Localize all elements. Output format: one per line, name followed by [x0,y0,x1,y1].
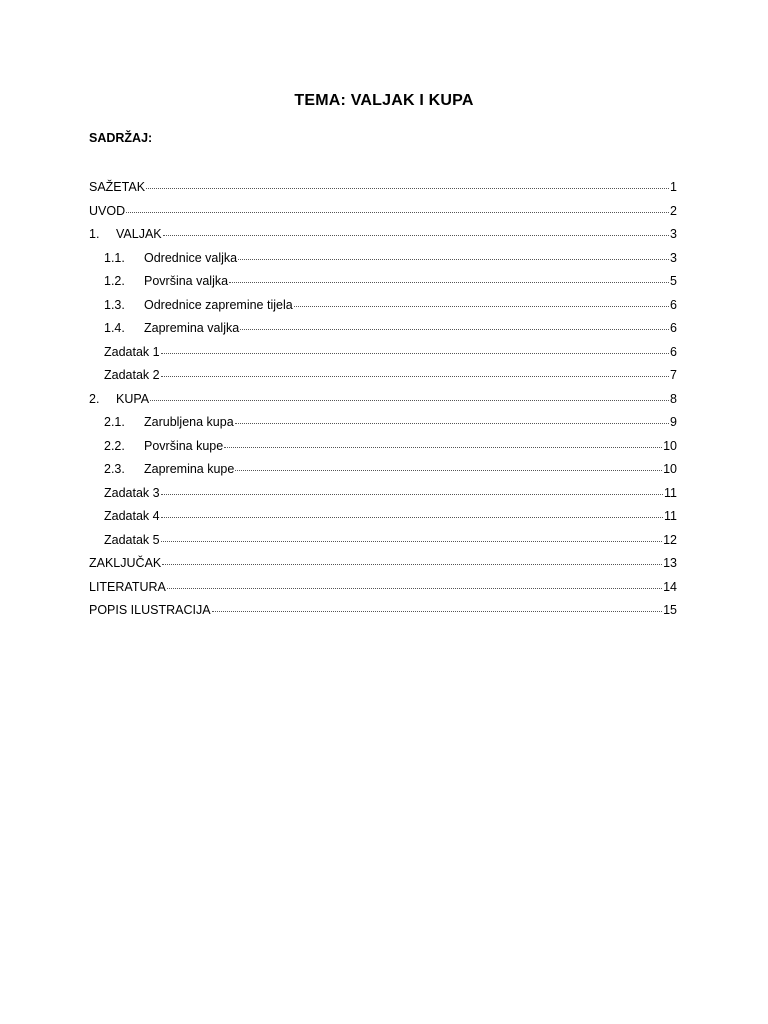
toc-entry[interactable] [89,345,677,369]
toc-entry[interactable] [89,368,677,392]
toc-entry-page: 9 [670,415,677,429]
toc-entry-label: UVOD [89,203,126,218]
dot-leader [235,470,662,471]
toc-entry[interactable] [89,580,677,604]
toc-entry-label: Zadatak 4 [104,509,160,523]
toc-entry[interactable] [89,274,677,298]
toc-entry-label: POPIS ILUSTRACIJA [89,603,211,617]
toc-entry[interactable] [89,533,677,557]
toc-entry-number: 2.1. [104,415,125,429]
toc-entry[interactable] [89,392,677,416]
toc-entry-page: 7 [670,368,677,382]
dot-leader [161,353,669,354]
toc-entry-label: Zadatak 3 [104,485,160,500]
dot-leader [294,306,669,307]
toc-entry[interactable] [89,251,677,275]
toc-entry-label: VALJAK [116,227,162,241]
toc-entry-label: Zadatak 5 [104,532,160,547]
toc-entry-number: 2.2. [104,438,125,453]
toc-entry-label: Odrednice valjka [144,250,238,265]
toc-entry-page: 6 [670,321,677,335]
toc-entry-page: 12 [663,532,677,547]
toc-entry-page: 15 [663,603,677,617]
toc-entry-number: 2.3. [104,462,125,476]
toc-entry-page: 11 [664,485,677,500]
toc-entry[interactable] [89,439,677,463]
toc-entry-page: 10 [663,462,677,476]
dot-leader [146,188,669,189]
toc-entry[interactable] [89,298,677,322]
toc-entry-page: 13 [663,556,677,570]
toc-entry[interactable] [89,603,677,627]
document-title: TEMA: VALJAK I KUPA [294,92,474,109]
toc-entry-label: Zadatak 2 [104,368,160,382]
dot-leader [240,329,669,330]
toc-entry-page: 10 [663,438,677,453]
dot-leader [162,564,662,565]
toc-entry-number: 1.4. [104,321,125,335]
toc-entry[interactable] [89,204,677,228]
toc-entry-label: LITERATURA [89,579,166,594]
toc-entry-page: 6 [670,344,677,359]
toc-entry-label: SAŽETAK [89,180,146,194]
dot-leader [238,259,669,260]
toc-entry-label: Površina kupe [144,438,224,453]
toc-entry-label: Površina valjka [144,274,229,288]
toc-entry-page: 14 [663,579,677,594]
toc-entry-number: 1.1. [104,250,125,265]
dot-leader [229,282,669,283]
dot-leader [126,212,669,213]
toc-entry-label: Zapremina valjka [144,321,240,335]
toc-entry-page: 5 [670,274,677,288]
toc-heading: SADRŽAJ: [89,131,153,145]
table-of-contents [89,180,677,627]
dot-leader [161,494,663,495]
toc-entry-page: 6 [670,297,677,312]
dot-leader [235,423,669,424]
dot-leader [150,400,669,401]
dot-leader [167,588,662,589]
toc-entry-number: 1.3. [104,297,125,312]
toc-entry-page: 11 [664,509,677,523]
toc-entry-label: Zadatak 1 [104,344,160,359]
toc-entry[interactable] [89,180,677,204]
toc-entry[interactable] [89,462,677,486]
toc-entry-number: 1. [89,227,100,241]
toc-entry-number: 1.2. [104,274,125,288]
toc-entry-label: Odrednice zapremine tijela [144,297,293,312]
dot-leader [161,376,669,377]
toc-entry-page: 3 [670,250,677,265]
toc-entry-page: 2 [670,203,677,218]
toc-entry[interactable] [89,227,677,251]
toc-entry-page: 8 [670,391,677,406]
toc-entry-page: 3 [670,227,677,241]
toc-entry-number: 2. [89,391,100,406]
dot-leader [161,517,663,518]
dot-leader [163,235,669,236]
toc-entry[interactable] [89,556,677,580]
toc-entry-label: Zarubljena kupa [144,415,234,429]
toc-entry[interactable] [89,486,677,510]
toc-entry[interactable] [89,321,677,345]
toc-entry-label: KUPA [116,391,150,406]
toc-entry-label: Zapremina kupe [144,462,235,476]
toc-entry[interactable] [89,415,677,439]
toc-entry-page: 1 [670,180,677,194]
toc-entry[interactable] [89,509,677,533]
dot-leader [212,611,663,612]
toc-entry-label: ZAKLJUČAK [89,556,162,570]
dot-leader [224,447,662,448]
dot-leader [161,541,663,542]
